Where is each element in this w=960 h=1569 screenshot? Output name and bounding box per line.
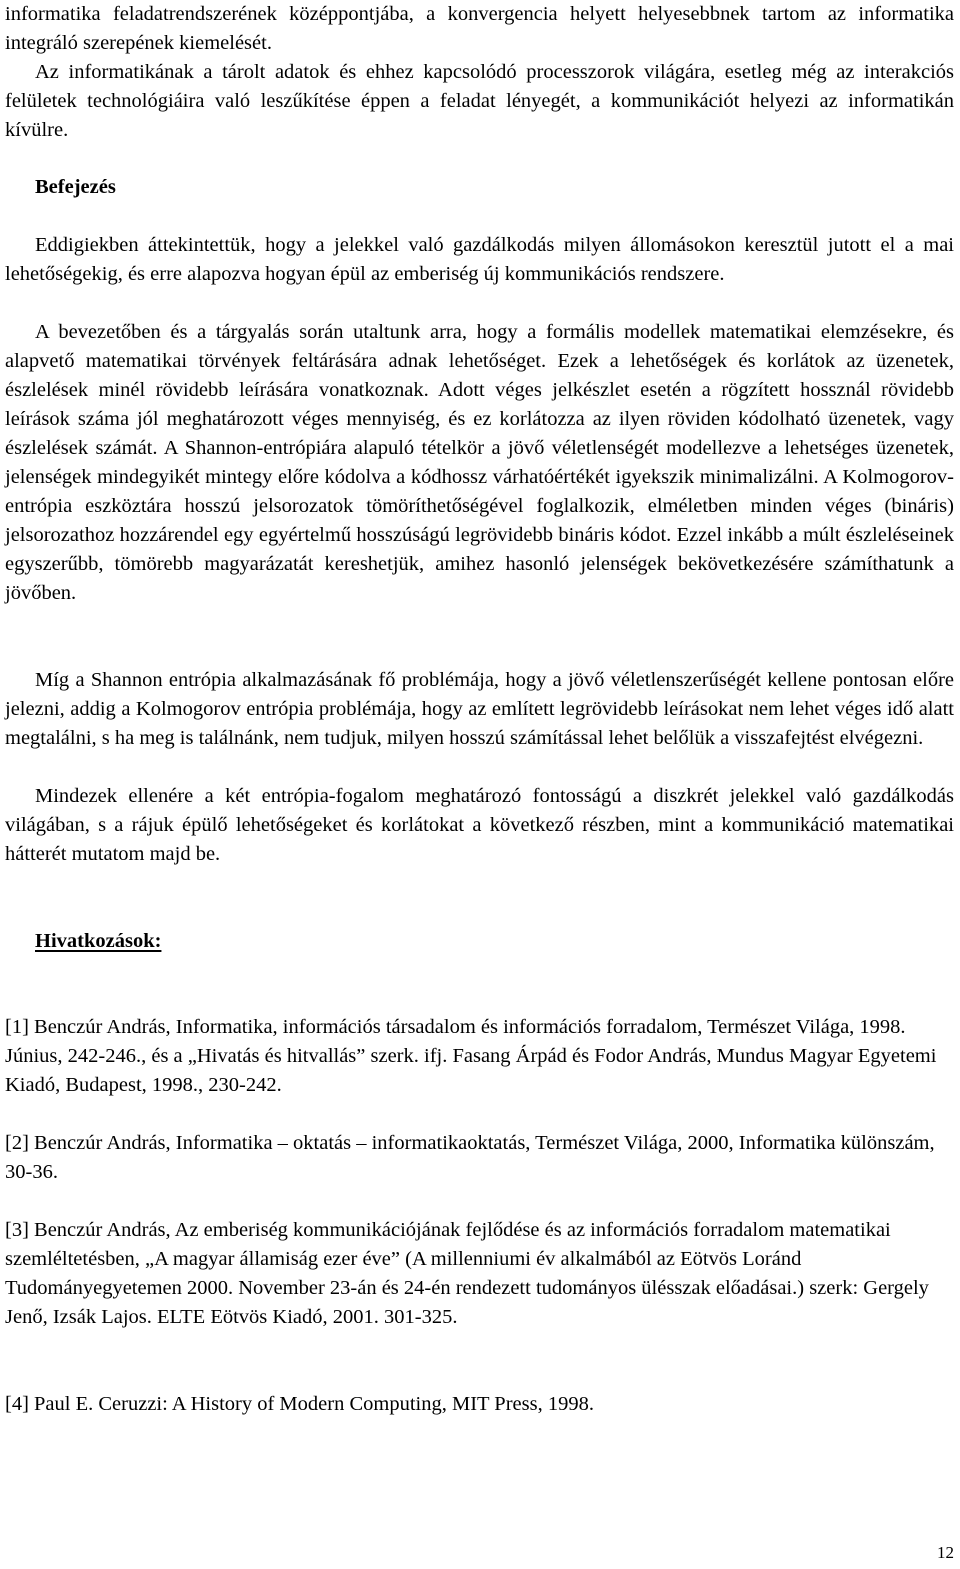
reference-item-4: [4] Paul E. Ceruzzi: A History of Modern Computing, MIT Press, 1998. [5, 1393, 594, 1415]
conclusion-paragraph-3: Míg a Shannon entrópia alkalmazásának fő problémája, hogy a jövő véletlenszerűségét kellene pontosan előre jelezni, addig a Kolmogorov entrópia problémája, hogy az említett legrövidebb leírásokat nem lehet véges idő alatt megtalálni, s ha meg is találnánk, nem tudjuk, milyen hosszú számítással lehet belőlük a visszafejtést elvégezni. [5, 669, 954, 749]
conclusion-paragraph-4: Mindezek ellenére a két entrópia-fogalom meghatározó fontosságú a diszkrét jelekkel való gazdálkodás világában, s a rájuk épülő lehetőségeket és korlátokat a következő részben, mint a kommunikáció matematikai hátterét mutatom majd be. [5, 785, 954, 865]
conclusion-paragraph-1: Eddigiekben áttekintettük, hogy a jelekkel való gazdálkodás milyen állomásokon keresztül jutott el a mai lehetőségekig, és erre alapozva hogyan épül az emberiség új kommunikációs rendszere. [5, 234, 954, 285]
references-heading: Hivatkozások: [35, 930, 162, 952]
reference-item-3: [3] Benczúr András, Az emberiség kommunikációjának fejlődése és az információs forradalom matematikai szemléltetésben, „A magyar államiság ezer éve” (A millenniumi év alkalmából az Eötvös Loránd Tudományegyetemen 2000. November 23-án és 24-én rendezett tudományos ülésszak előadásai.) szerk: Gergely Jenő, Izsák Lajos. ELTE Eötvös Kiadó, 2001. 301-325. [5, 1219, 929, 1328]
section-heading-conclusion: Befejezés [35, 176, 116, 198]
conclusion-paragraph-2: A bevezetőben és a tárgyalás során utaltunk arra, hogy a formális modellek matematikai elemzésekre, és alapvető matematikai törvények feltárására adnak lehetőséget. Ezek a lehetőségek és korlátok az üzenetek, észlelések minél rövidebb leírására vonatkoznak. Adott véges jelkészlet esetén a rögzített hossznál rövidebb leírások száma jól meghatározott véges mennyiség, és ez korlátozza az ilyen röviden kódolható üzenetek, vagy észlelések számát. A Shannon-entrópiára alapuló tételkör a jövő véletlenségét modellezve a lehetséges üzenetek, jelenségek mindegyikét mintegy előre kódolva a kódhossz várhatóértékét igyekszik minimalizálni. A Kolmogorov-entrópia eszköztára hosszú jelsorozatok tömöríthetőségével foglalkozik, elméletben minden véges (bináris) jelsorozathoz hozzárendel egy egyértelmű hosszúságú legrövidebb bináris kódot. Ezzel inkább a múlt észleléseinek egyszerűbb, tömörebb magyarázatát kereshetjük, amihez hasonló jelenségek bekövetkezésére számíthatunk a jövőben. [5, 321, 954, 604]
reference-item-1: [1] Benczúr András, Informatika, információs társadalom és információs forradalom, Természet Világa, 1998. Június, 242-246., és a „Hivatás és hitvallás” szerk. ifj. Fasang Árpád és Fodor András, Mundus Magyar Egyetemi Kiadó, Budapest, 1998., 230-242. [5, 1016, 937, 1096]
intro-paragraph-continuation: informatika feladatrendszerének középpontjába, a konvergencia helyett helyesebbnek tartom az informatika integráló szerepének kiemelését. [5, 3, 954, 54]
page-number: 12 [937, 1543, 954, 1562]
reference-item-2: [2] Benczúr András, Informatika – oktatás – informatikaoktatás, Természet Világa, 2000, Informatika különszám, 30-36. [5, 1132, 935, 1183]
intro-paragraph: Az informatikának a tárolt adatok és ehhez kapcsolódó processzorok világára, esetleg még az interakciós felületek technológiáira való leszűkítése éppen a feladat lényegét, a kommunikációt helyezi az informatikán kívülre. [5, 61, 954, 141]
